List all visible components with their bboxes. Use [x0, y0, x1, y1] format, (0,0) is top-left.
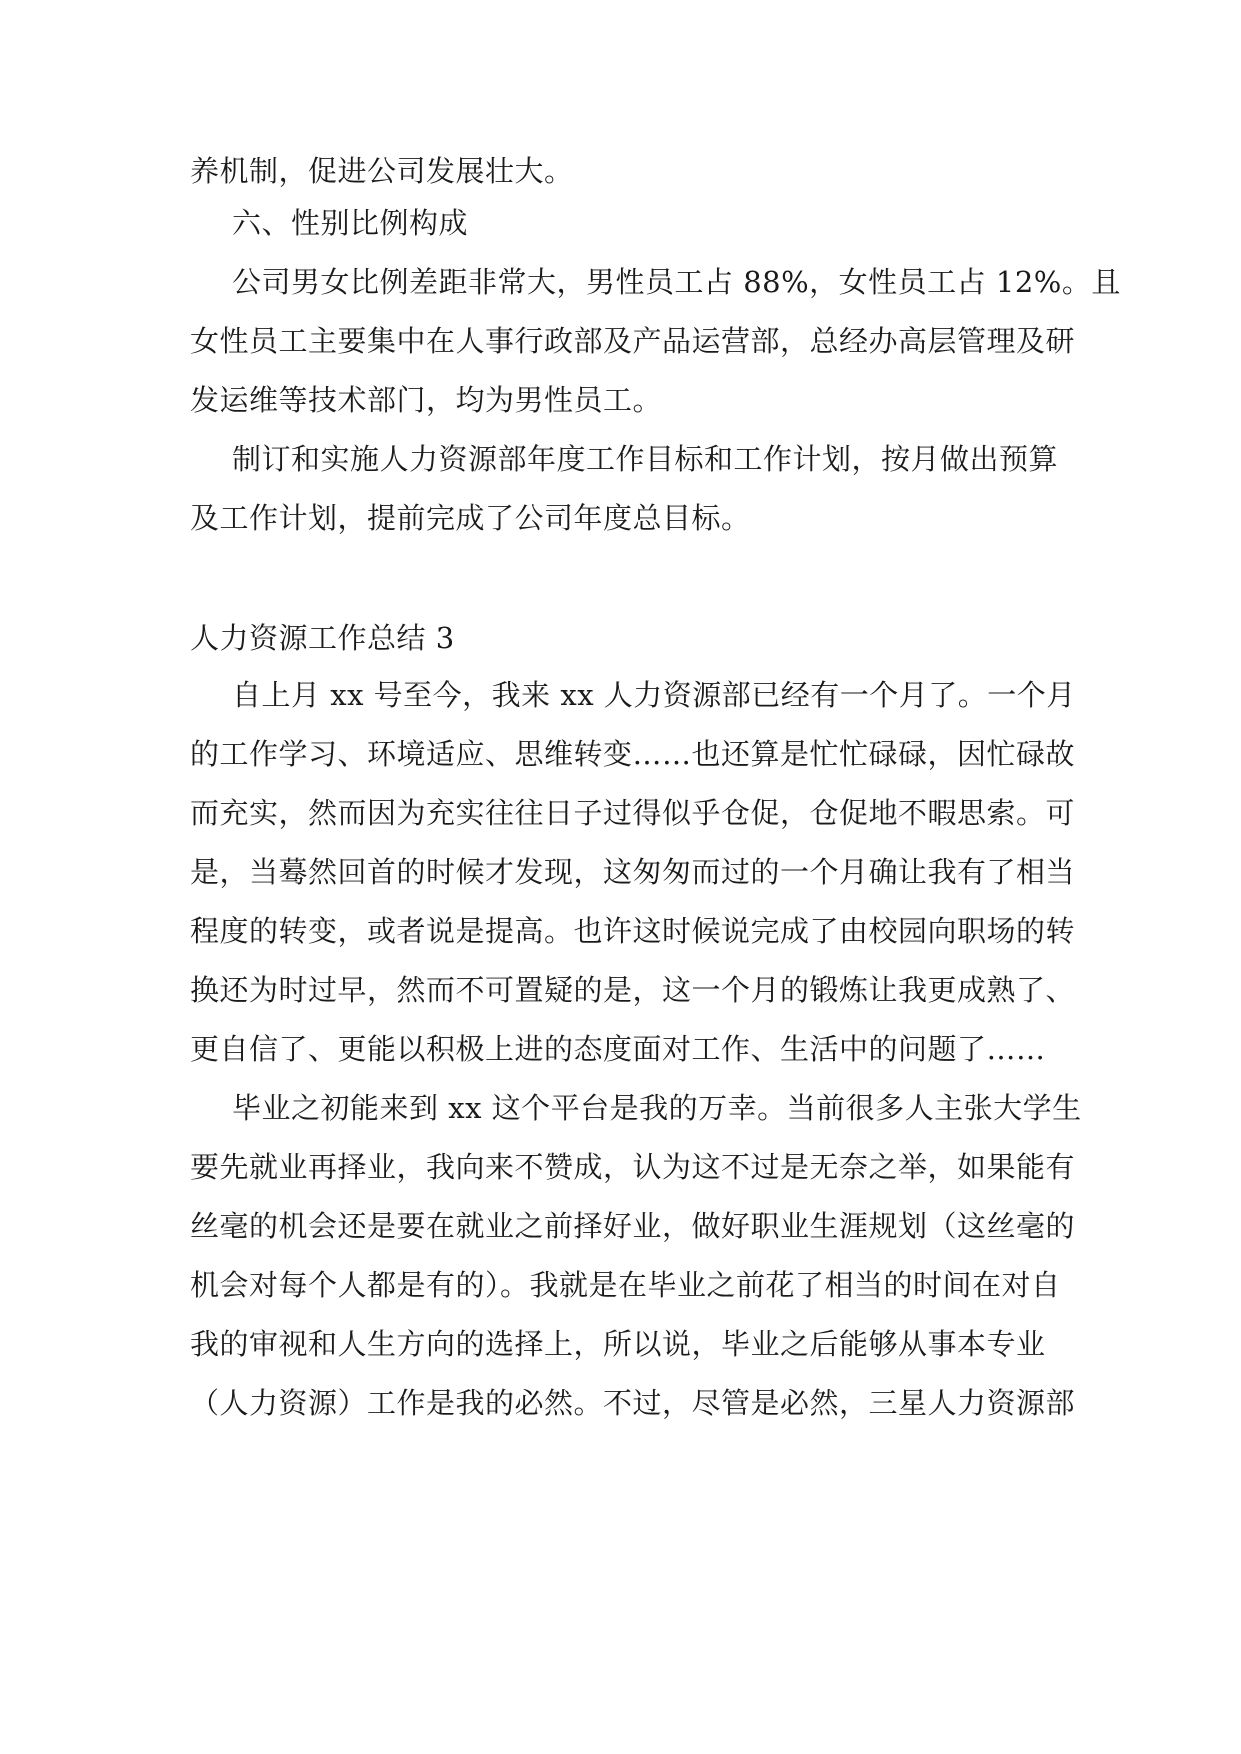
document-title: 人力资源工作总结 3 [190, 621, 455, 655]
text-line: 毕业之初能来到 xx 这个平台是我的万幸。当前很多人主张大学生 [232, 1091, 1082, 1125]
text-line: 制订和实施人力资源部年度工作目标和工作计划，按月做出预算 [232, 442, 1059, 476]
text-line: 女性员工主要集中在人事行政部及产品运营部，总经办高层管理及研 [190, 324, 1076, 358]
text-line: 机会对每个人都是有的）。我就是在毕业之前花了相当的时间在对自 [190, 1268, 1061, 1302]
text-line: 养机制，促进公司发展壮大。 [190, 154, 574, 188]
text-line: 更自信了、更能以积极上进的态度面对工作、生活中的问题了…… [190, 1032, 1046, 1066]
text-line: 发运维等技术部门，均为男性员工。 [190, 383, 663, 417]
text-line: 而充实，然而因为充实往往日子过得似乎仓促，仓促地不暇思索。可 [190, 796, 1076, 830]
text-line: 换还为时过早，然而不可置疑的是，这一个月的锻炼让我更成熟了、 [190, 973, 1076, 1007]
text-line: 的工作学习、环境适应、思维转变……也还算是忙忙碌碌，因忙碌故 [190, 737, 1076, 771]
text-line: 程度的转变，或者说是提高。也许这时候说完成了由校园向职场的转 [190, 914, 1076, 948]
text-line: 丝毫的机会还是要在就业之前择好业，做好职业生涯规划（这丝毫的 [190, 1209, 1076, 1243]
text-line: 我的审视和人生方向的选择上，所以说，毕业之后能够从事本专业 [190, 1327, 1046, 1361]
text-line: 及工作计划，提前完成了公司年度总目标。 [190, 501, 751, 535]
text-line: 自上月 xx 号至今，我来 xx 人力资源部已经有一个月了。一个月 [232, 678, 1076, 712]
text-line: 公司男女比例差距非常大，男性员工占 88%，女性员工占 12%。且 [232, 265, 1121, 299]
section-heading: 六、性别比例构成 [232, 206, 469, 240]
text-line: 是，当蓦然回首的时候才发现，这匆匆而过的一个月确让我有了相当 [190, 855, 1076, 889]
text-line: （人力资源）工作是我的必然。不过，尽管是必然，三星人力资源部 [190, 1386, 1076, 1420]
text-line: 要先就业再择业，我向来不赞成，认为这不过是无奈之举，如果能有 [190, 1150, 1076, 1184]
